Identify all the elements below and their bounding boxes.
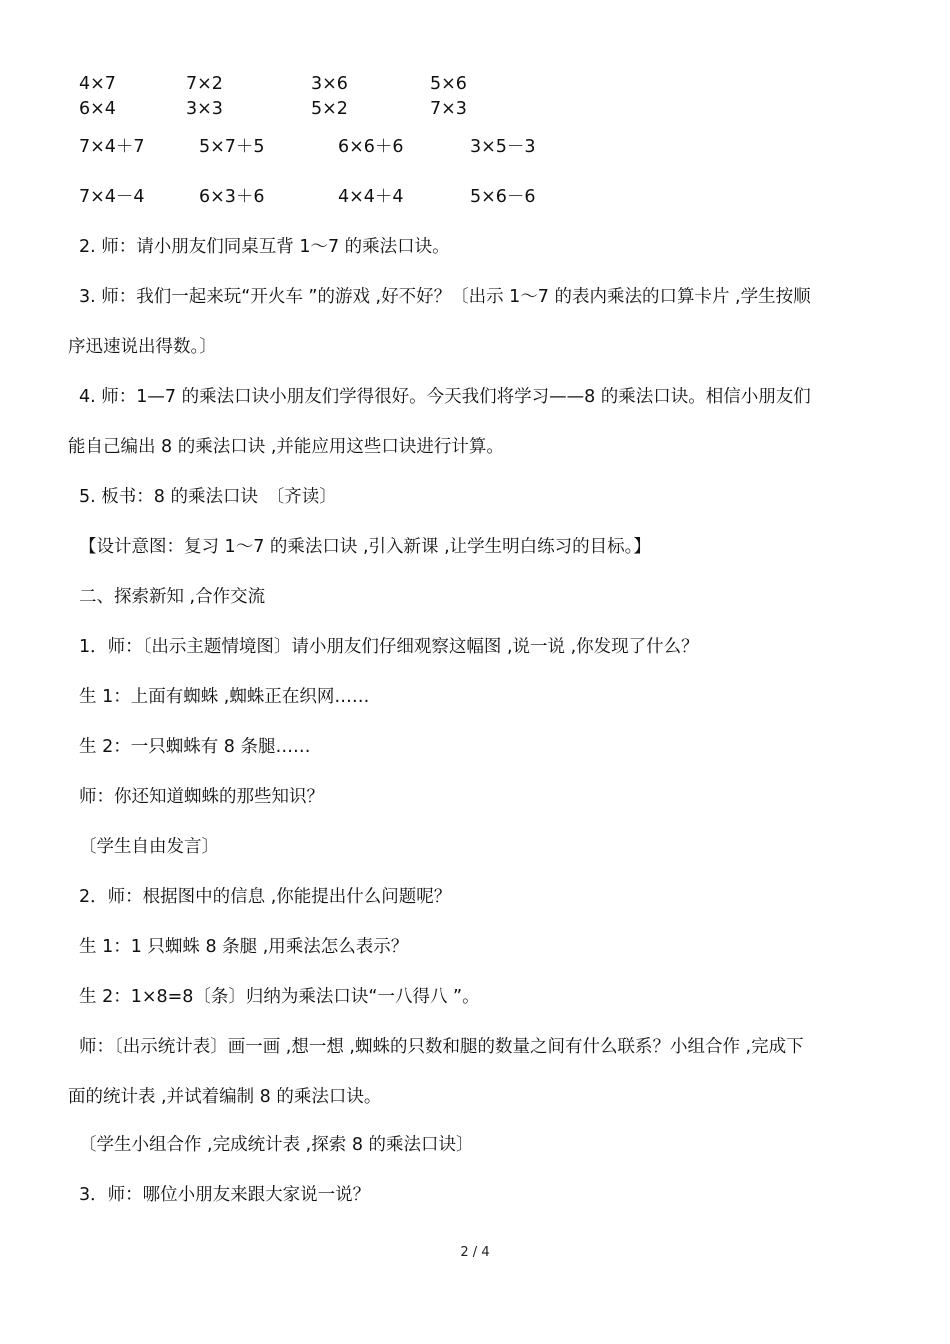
text-line: 生 1：1 只蜘蛛 8 条腿 ,用乘法怎么表示？ [79, 937, 409, 957]
text-line: 序迅速说出得数。〕 [68, 337, 217, 357]
math-item: 7×4－4 [79, 187, 145, 207]
math-item: 5×7＋5 [199, 137, 265, 157]
math-item: 7×4＋7 [79, 137, 145, 157]
text-line: 2. 师：请小朋友们同桌互背 1～7 的乘法口诀。 [79, 237, 450, 257]
math-item: 3×6 [311, 74, 348, 94]
text-line: 〔学生小组合作 ,完成统计表 ,探索 8 的乘法口诀〕 [79, 1135, 474, 1155]
page-number: 2 / 4 [460, 1245, 490, 1260]
text-line: 〔学生自由发言〕 [79, 837, 219, 857]
math-item: 6×6＋6 [338, 137, 404, 157]
math-item: 6×4 [79, 99, 116, 119]
design-intent-note: 【设计意图：复习 1～7 的乘法口诀 ,引入新课 ,让学生明白练习的目标。】 [79, 537, 651, 557]
text-line: 4. 师：1—7 的乘法口诀小朋友们学得很好。今天我们将学习——8 的乘法口诀。相信小朋友们 [79, 387, 811, 407]
text-line: 5. 板书：8 的乘法口诀 〔齐读〕 [79, 487, 337, 507]
text-line: 师：〔出示统计表〕画一画 ,想一想 ,蜘蛛的只数和腿的数量之间有什么联系？小组合作 ,完成下 [79, 1037, 804, 1057]
text-line: 3. 师：我们一起来玩“开火车 ”的游戏 ,好不好？〔出示 1～7 的表内乘法的口算卡片 ,学生按顺 [79, 287, 811, 307]
math-item: 5×2 [311, 99, 348, 119]
math-item: 4×4＋4 [338, 187, 404, 207]
text-line: 2．师：根据图中的信息 ,你能提出什么问题呢？ [79, 887, 452, 907]
section-heading: 二、探索新知 ,合作交流 [79, 587, 266, 607]
math-item: 3×3 [186, 99, 223, 119]
math-item: 7×2 [186, 74, 223, 94]
math-item: 5×6－6 [470, 187, 536, 207]
math-item: 6×3＋6 [199, 187, 265, 207]
text-line: 生 1：上面有蜘蛛 ,蜘蛛正在织网…… [79, 687, 370, 707]
math-item: 3×5－3 [470, 137, 536, 157]
text-line: 能自己编出 8 的乘法口诀 ,并能应用这些口诀进行计算。 [68, 437, 504, 457]
text-line: 生 2：一只蜘蛛有 8 条腿…… [79, 737, 311, 757]
text-line: 生 2：1×8=8〔条〕归纳为乘法口诀“一八得八 ”。 [79, 987, 480, 1007]
text-line: 3．师：哪位小朋友来跟大家说一说？ [79, 1185, 371, 1205]
math-item: 4×7 [79, 74, 116, 94]
math-item: 5×6 [430, 74, 467, 94]
text-line: 师：你还知道蜘蛛的那些知识？ [79, 787, 324, 807]
text-line: 面的统计表 ,并试着编制 8 的乘法口诀。 [68, 1087, 382, 1107]
math-item: 7×3 [430, 99, 467, 119]
text-line: 1．师：〔出示主题情境图〕请小朋友们仔细观察这幅图 ,说一说 ,你发现了什么？ [79, 637, 699, 657]
